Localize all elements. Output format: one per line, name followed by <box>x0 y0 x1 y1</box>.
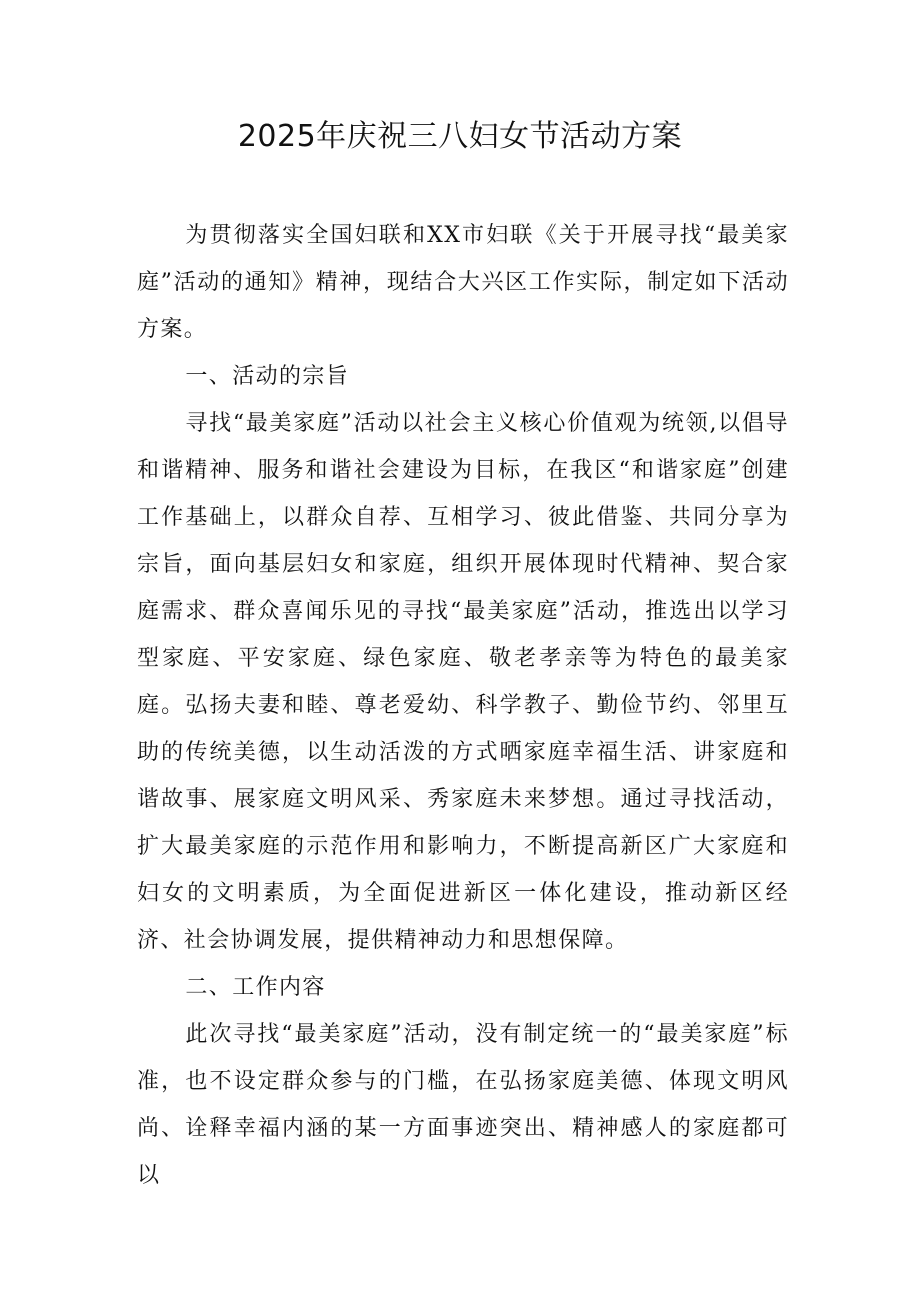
section-heading-work-content: 二、工作内容 <box>185 975 326 1000</box>
section-heading-purpose: 一、活动的宗旨 <box>185 364 350 389</box>
purpose-paragraph: 寻找“最美家庭”活动以社会主义核心价值观为统领,以倡导和谐精神、服务和谐社会建设为目标，在我区“和谐家庭”创建工作基础上，以群众自荐、互相学习、彼此借鉴、共同分享为宗旨，面向基层妇女和家庭，组织开展体现时代精神、契合家庭需求、群众喜闻乐见的寻找“最美家庭”活动，推选出以学习型家庭、平安家庭、绿色家庭、敬老孝亲等为特色的最美家庭。弘扬夫妻和睦、尊老爱幼、科学教子、勤俭节约、邻里互助的传统美德，以生动活泼的方式晒家庭幸福生活、讲家庭和谐故事、展家庭文明风采、秀家庭未来梦想。通过寻找活动，扩大最美家庭的示范作用和影响力，不断提高新区广大家庭和妇女的文明素质，为全面促进新区一体化建设，推动新区经济、社会协调发展，提供精神动力和思想保障。 <box>137 411 789 953</box>
work-content-paragraph: 此次寻找“最美家庭”活动，没有制定统一的“最美家庭”标准，也不设定群众参与的门槛，在弘扬家庭美德、体现文明风尚、诠释幸福内涵的某一方面事迹突出、精神感人的家庭都可以 <box>137 1022 789 1188</box>
intro-paragraph: 为贯彻落实全国妇联和XX市妇联《关于开展寻找“最美家庭”活动的通知》精神，现结合大兴区工作实际，制定如下活动方案。 <box>137 223 789 342</box>
document-title: 2025年庆祝三八妇女节活动方案 <box>237 119 683 154</box>
document-body <box>137 212 789 1199</box>
